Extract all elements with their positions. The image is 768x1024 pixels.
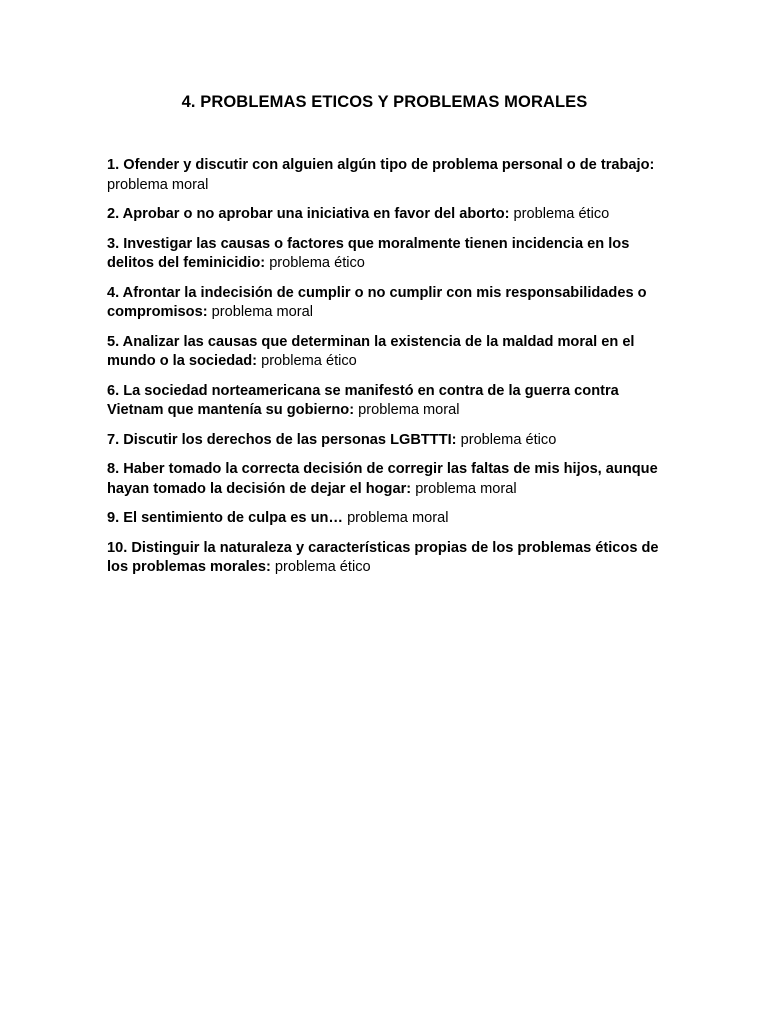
document-title: 4. PROBLEMAS ETICOS Y PROBLEMAS MORALES	[181, 93, 588, 111]
list-item	[107, 333, 662, 372]
list-item	[107, 205, 662, 225]
answer-text: problema moral	[107, 176, 209, 193]
answer-text: problema moral	[415, 480, 517, 497]
list-item	[107, 431, 662, 451]
question-text: 8. Haber tomado la correcta decisión de corregir las faltas de mis hijos, aunque hayan tomado la decisión de dejar el hogar:	[107, 461, 658, 497]
answer-text: problema ético	[261, 353, 357, 369]
question-text: 5. Analizar las causas que determinan la existencia de la maldad moral en el mundo o la sociedad:	[107, 333, 635, 369]
question-text: 7. Discutir los derechos de las personas LGBTTTI:	[107, 431, 457, 448]
answer-text: problema ético	[513, 206, 610, 222]
list-item	[107, 284, 662, 323]
question-list	[107, 156, 662, 578]
question-text: 6. La sociedad norteamericana se manifestó en contra de la guerra contra Vietnam que mantenía su gobierno:	[107, 382, 619, 418]
list-item	[107, 460, 662, 499]
question-text: 2. Aprobar o no aprobar una iniciativa en favor del aborto:	[107, 206, 510, 222]
question-text: 3. Investigar las causas o factores que moralmente tienen incidencia en los delitos del feminicidio:	[107, 235, 630, 271]
answer-text: problema ético	[274, 559, 371, 575]
question-text: 4. Afrontar la indecisión de cumplir o no cumplir con mis responsabilidades o compromisos:	[107, 284, 647, 320]
answer-text: problema moral	[211, 304, 314, 320]
answer-text: problema ético	[460, 431, 557, 448]
answer-text: problema ético	[269, 255, 365, 271]
question-text: 9. El sentimiento de culpa es un…	[107, 510, 343, 526]
list-item	[107, 156, 662, 195]
list-item	[107, 382, 662, 421]
list-item	[107, 235, 662, 274]
question-text: 1. Ofender y discutir con alguien algún tipo de problema personal o de trabajo:	[107, 157, 655, 173]
question-text: 10. Distinguir la naturaleza y características propias de los problemas éticos de los problemas morales:	[107, 539, 659, 575]
list-item	[107, 539, 662, 578]
answer-text: problema moral	[347, 510, 449, 526]
list-item	[107, 509, 662, 529]
answer-text: problema moral	[358, 402, 460, 418]
